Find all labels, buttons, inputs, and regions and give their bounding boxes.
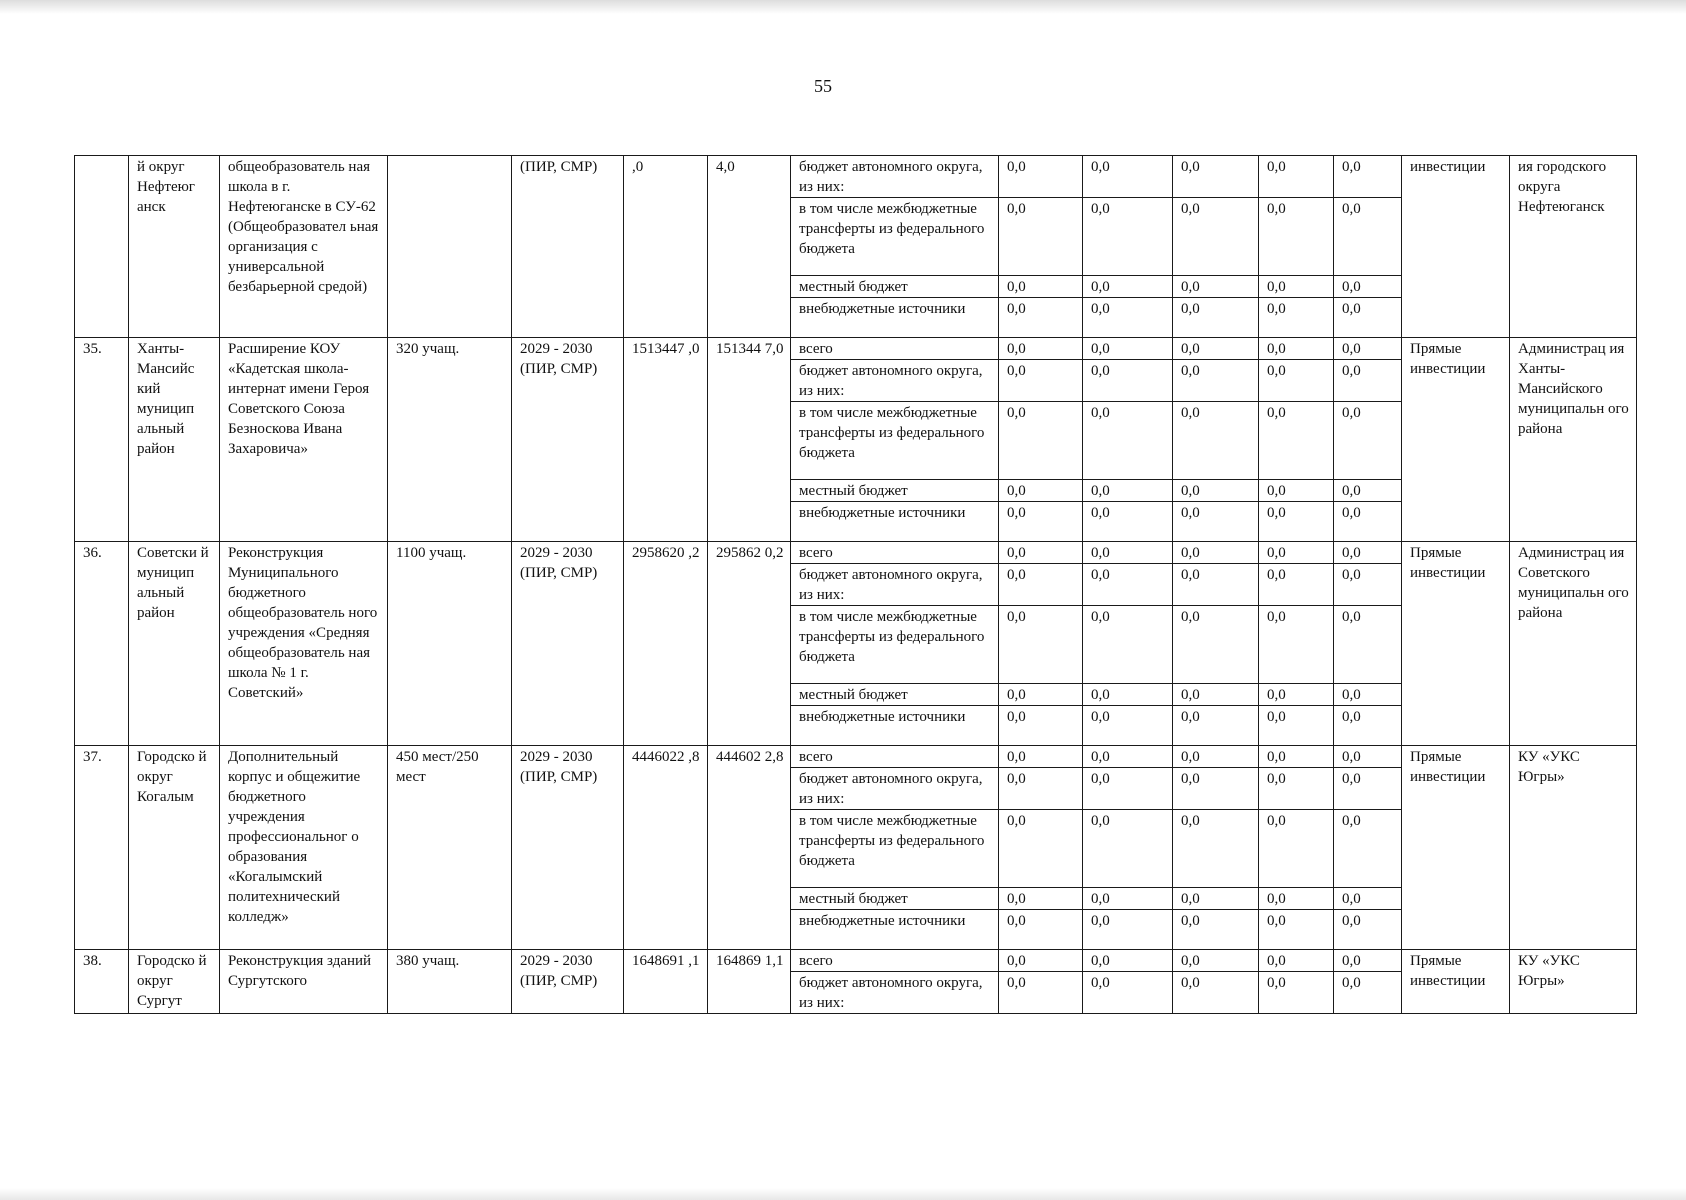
funding-source-cell: внебюджетные источники [791,706,999,746]
year-2-value: 0,0 [1083,156,1173,198]
object-cell: Реконструкция зданий Сургутского [220,950,388,1014]
year-4-value: 0,0 [1259,298,1334,338]
year-4-value: 0,0 [1259,950,1334,972]
table-row [75,950,1637,972]
year-1-value: 0,0 [999,156,1083,198]
year-2-value: 0,0 [1083,360,1173,402]
year-1-value: 0,0 [999,480,1083,502]
object-cell: Реконструкция Муниципального бюджетного общеобразователь ного учреждения «Средняя общеобразователь ная школа № 1 г. Советский» [220,542,388,746]
year-4-value: 0,0 [1259,564,1334,606]
year-5-value: 0,0 [1334,298,1402,338]
year-1-value: 0,0 [999,972,1083,1014]
customer-cell: КУ «УКС Югры» [1510,950,1637,1014]
funding-source-cell: внебюджетные источники [791,298,999,338]
year-1-value: 0,0 [999,950,1083,972]
period-cell: 2029 - 2030 (ПИР, СМР) [512,338,624,542]
year-4-value: 0,0 [1259,276,1334,298]
year-5-value: 0,0 [1334,972,1402,1014]
year-2-value: 0,0 [1083,402,1173,480]
year-3-value: 0,0 [1173,360,1259,402]
year-5-value: 0,0 [1334,360,1402,402]
remaining-cost-cell: 295862 0,2 [708,542,791,746]
customer-cell: КУ «УКС Югры» [1510,746,1637,950]
customer-cell: Администрац ия Советского муниципальн ого района [1510,542,1637,746]
year-4-value: 0,0 [1259,684,1334,706]
municipality-cell: Городско й округ Когалым [129,746,220,950]
year-1-value: 0,0 [999,542,1083,564]
table-row [75,542,1637,564]
year-4-value: 0,0 [1259,156,1334,198]
scan-edge-top [0,0,1686,14]
year-5-value: 0,0 [1334,910,1402,950]
period-cell: 2029 - 2030 (ПИР, СМР) [512,746,624,950]
year-5-value: 0,0 [1334,706,1402,746]
investment-form-cell: Прямые инвестиции [1402,746,1510,950]
object-cell: Расширение КОУ «Кадетская школа-интернат имени Героя Советского Союза Безноскова Ивана Захаровича» [220,338,388,542]
period-cell: (ПИР, СМР) [512,156,624,338]
year-1-value: 0,0 [999,564,1083,606]
year-2-value: 0,0 [1083,480,1173,502]
year-5-value: 0,0 [1334,746,1402,768]
year-5-value: 0,0 [1334,684,1402,706]
year-2-value: 0,0 [1083,768,1173,810]
year-1-value: 0,0 [999,810,1083,888]
year-5-value: 0,0 [1334,480,1402,502]
year-5-value: 0,0 [1334,402,1402,480]
row-number [75,156,129,338]
year-4-value: 0,0 [1259,606,1334,684]
municipality-cell: Советски й муницип альный район [129,542,220,746]
year-2-value: 0,0 [1083,810,1173,888]
funding-source-cell: всего [791,746,999,768]
year-4-value: 0,0 [1259,768,1334,810]
table-row [75,156,1637,198]
year-3-value: 0,0 [1173,480,1259,502]
investment-form-cell: Прямые инвестиции [1402,542,1510,746]
year-1-value: 0,0 [999,338,1083,360]
row-number: 36. [75,542,129,746]
funding-source-cell: всего [791,338,999,360]
funding-source-cell: всего [791,542,999,564]
year-3-value: 0,0 [1173,402,1259,480]
year-4-value: 0,0 [1259,198,1334,276]
funding-source-cell: бюджет автономного округа, из них: [791,564,999,606]
year-1-value: 0,0 [999,888,1083,910]
funding-source-cell: всего [791,950,999,972]
object-cell: общеобразователь ная школа в г. Нефтеюганске в СУ-62 (Общеобразовател ьная организация с универсальной безбарьерной средой) [220,156,388,338]
year-2-value: 0,0 [1083,910,1173,950]
year-3-value: 0,0 [1173,338,1259,360]
table-row [75,746,1637,768]
cost-cell: 1513447 ,0 [624,338,708,542]
year-1-value: 0,0 [999,910,1083,950]
funding-source-cell: внебюджетные источники [791,910,999,950]
capacity-cell: 320 учащ. [388,338,512,542]
cost-cell: 2958620 ,2 [624,542,708,746]
year-5-value: 0,0 [1334,606,1402,684]
funding-source-cell: в том числе межбюджетные трансферты из федерального бюджета [791,810,999,888]
capacity-cell: 450 мест/250 мест [388,746,512,950]
remaining-cost-cell: 444602 2,8 [708,746,791,950]
scan-edge-bottom [0,1188,1686,1200]
year-1-value: 0,0 [999,684,1083,706]
year-2-value: 0,0 [1083,276,1173,298]
row-number: 35. [75,338,129,542]
year-2-value: 0,0 [1083,564,1173,606]
cost-cell: ,0 [624,156,708,338]
year-5-value: 0,0 [1334,564,1402,606]
year-1-value: 0,0 [999,746,1083,768]
year-5-value: 0,0 [1334,276,1402,298]
year-4-value: 0,0 [1259,542,1334,564]
remaining-cost-cell: 151344 7,0 [708,338,791,542]
year-2-value: 0,0 [1083,606,1173,684]
year-1-value: 0,0 [999,706,1083,746]
funding-source-cell: местный бюджет [791,888,999,910]
year-5-value: 0,0 [1334,198,1402,276]
municipality-cell: й округ Нефтеюг анск [129,156,220,338]
year-1-value: 0,0 [999,402,1083,480]
year-3-value: 0,0 [1173,684,1259,706]
funding-source-cell: бюджет автономного округа, из них: [791,360,999,402]
year-1-value: 0,0 [999,768,1083,810]
row-number: 38. [75,950,129,1014]
year-4-value: 0,0 [1259,360,1334,402]
year-5-value: 0,0 [1334,156,1402,198]
year-4-value: 0,0 [1259,972,1334,1014]
year-5-value: 0,0 [1334,768,1402,810]
year-3-value: 0,0 [1173,156,1259,198]
year-5-value: 0,0 [1334,888,1402,910]
year-2-value: 0,0 [1083,198,1173,276]
year-2-value: 0,0 [1083,542,1173,564]
customer-cell: ия городского округа Нефтеюганск [1510,156,1637,338]
year-3-value: 0,0 [1173,198,1259,276]
year-2-value: 0,0 [1083,746,1173,768]
year-2-value: 0,0 [1083,972,1173,1014]
year-4-value: 0,0 [1259,888,1334,910]
year-4-value: 0,0 [1259,706,1334,746]
funding-source-cell: внебюджетные источники [791,502,999,542]
year-2-value: 0,0 [1083,298,1173,338]
remaining-cost-cell: 4,0 [708,156,791,338]
object-cell: Дополнительный корпус и общежитие бюджетного учреждения профессиональног о образования «Когалымский политехнический колледж» [220,746,388,950]
year-3-value: 0,0 [1173,888,1259,910]
investment-form-cell: Прямые инвестиции [1402,338,1510,542]
year-3-value: 0,0 [1173,564,1259,606]
year-3-value: 0,0 [1173,810,1259,888]
year-2-value: 0,0 [1083,502,1173,542]
capacity-cell: 1100 учащ. [388,542,512,746]
investment-form-cell: инвестиции [1402,156,1510,338]
funding-source-cell: бюджет автономного округа, из них: [791,972,999,1014]
year-4-value: 0,0 [1259,810,1334,888]
capacity-cell: 380 учащ. [388,950,512,1014]
year-3-value: 0,0 [1173,950,1259,972]
year-3-value: 0,0 [1173,910,1259,950]
year-2-value: 0,0 [1083,888,1173,910]
funding-source-cell: в том числе межбюджетные трансферты из федерального бюджета [791,606,999,684]
year-1-value: 0,0 [999,606,1083,684]
period-cell: 2029 - 2030 (ПИР, СМР) [512,950,624,1014]
cost-cell: 1648691 ,1 [624,950,708,1014]
year-3-value: 0,0 [1173,542,1259,564]
year-1-value: 0,0 [999,502,1083,542]
year-1-value: 0,0 [999,360,1083,402]
year-5-value: 0,0 [1334,810,1402,888]
funding-source-cell: в том числе межбюджетные трансферты из федерального бюджета [791,402,999,480]
table-row [75,338,1637,360]
year-3-value: 0,0 [1173,972,1259,1014]
year-5-value: 0,0 [1334,542,1402,564]
year-1-value: 0,0 [999,298,1083,338]
row-number: 37. [75,746,129,950]
year-5-value: 0,0 [1334,338,1402,360]
investment-form-cell: Прямые инвестиции [1402,950,1510,1014]
year-3-value: 0,0 [1173,706,1259,746]
year-3-value: 0,0 [1173,298,1259,338]
municipality-cell: Ханты-Мансийс кий муницип альный район [129,338,220,542]
funding-source-cell: местный бюджет [791,276,999,298]
page-number: 55 [814,76,832,96]
funding-source-cell: местный бюджет [791,480,999,502]
year-1-value: 0,0 [999,276,1083,298]
year-2-value: 0,0 [1083,706,1173,746]
year-5-value: 0,0 [1334,950,1402,972]
year-3-value: 0,0 [1173,746,1259,768]
remaining-cost-cell: 164869 1,1 [708,950,791,1014]
year-3-value: 0,0 [1173,502,1259,542]
year-4-value: 0,0 [1259,910,1334,950]
year-4-value: 0,0 [1259,746,1334,768]
customer-cell: Администрац ия Ханты-Мансийского муниципальн ого района [1510,338,1637,542]
year-2-value: 0,0 [1083,950,1173,972]
investment-table [74,155,1637,1014]
year-5-value: 0,0 [1334,502,1402,542]
funding-source-cell: в том числе межбюджетные трансферты из федерального бюджета [791,198,999,276]
year-4-value: 0,0 [1259,480,1334,502]
funding-source-cell: бюджет автономного округа, из них: [791,768,999,810]
year-3-value: 0,0 [1173,276,1259,298]
cost-cell: 4446022 ,8 [624,746,708,950]
funding-source-cell: бюджет автономного округа, из них: [791,156,999,198]
period-cell: 2029 - 2030 (ПИР, СМР) [512,542,624,746]
year-3-value: 0,0 [1173,768,1259,810]
year-2-value: 0,0 [1083,338,1173,360]
year-4-value: 0,0 [1259,338,1334,360]
capacity-cell [388,156,512,338]
municipality-cell: Городско й округ Сургут [129,950,220,1014]
year-3-value: 0,0 [1173,606,1259,684]
year-4-value: 0,0 [1259,402,1334,480]
year-4-value: 0,0 [1259,502,1334,542]
year-1-value: 0,0 [999,198,1083,276]
funding-source-cell: местный бюджет [791,684,999,706]
year-2-value: 0,0 [1083,684,1173,706]
